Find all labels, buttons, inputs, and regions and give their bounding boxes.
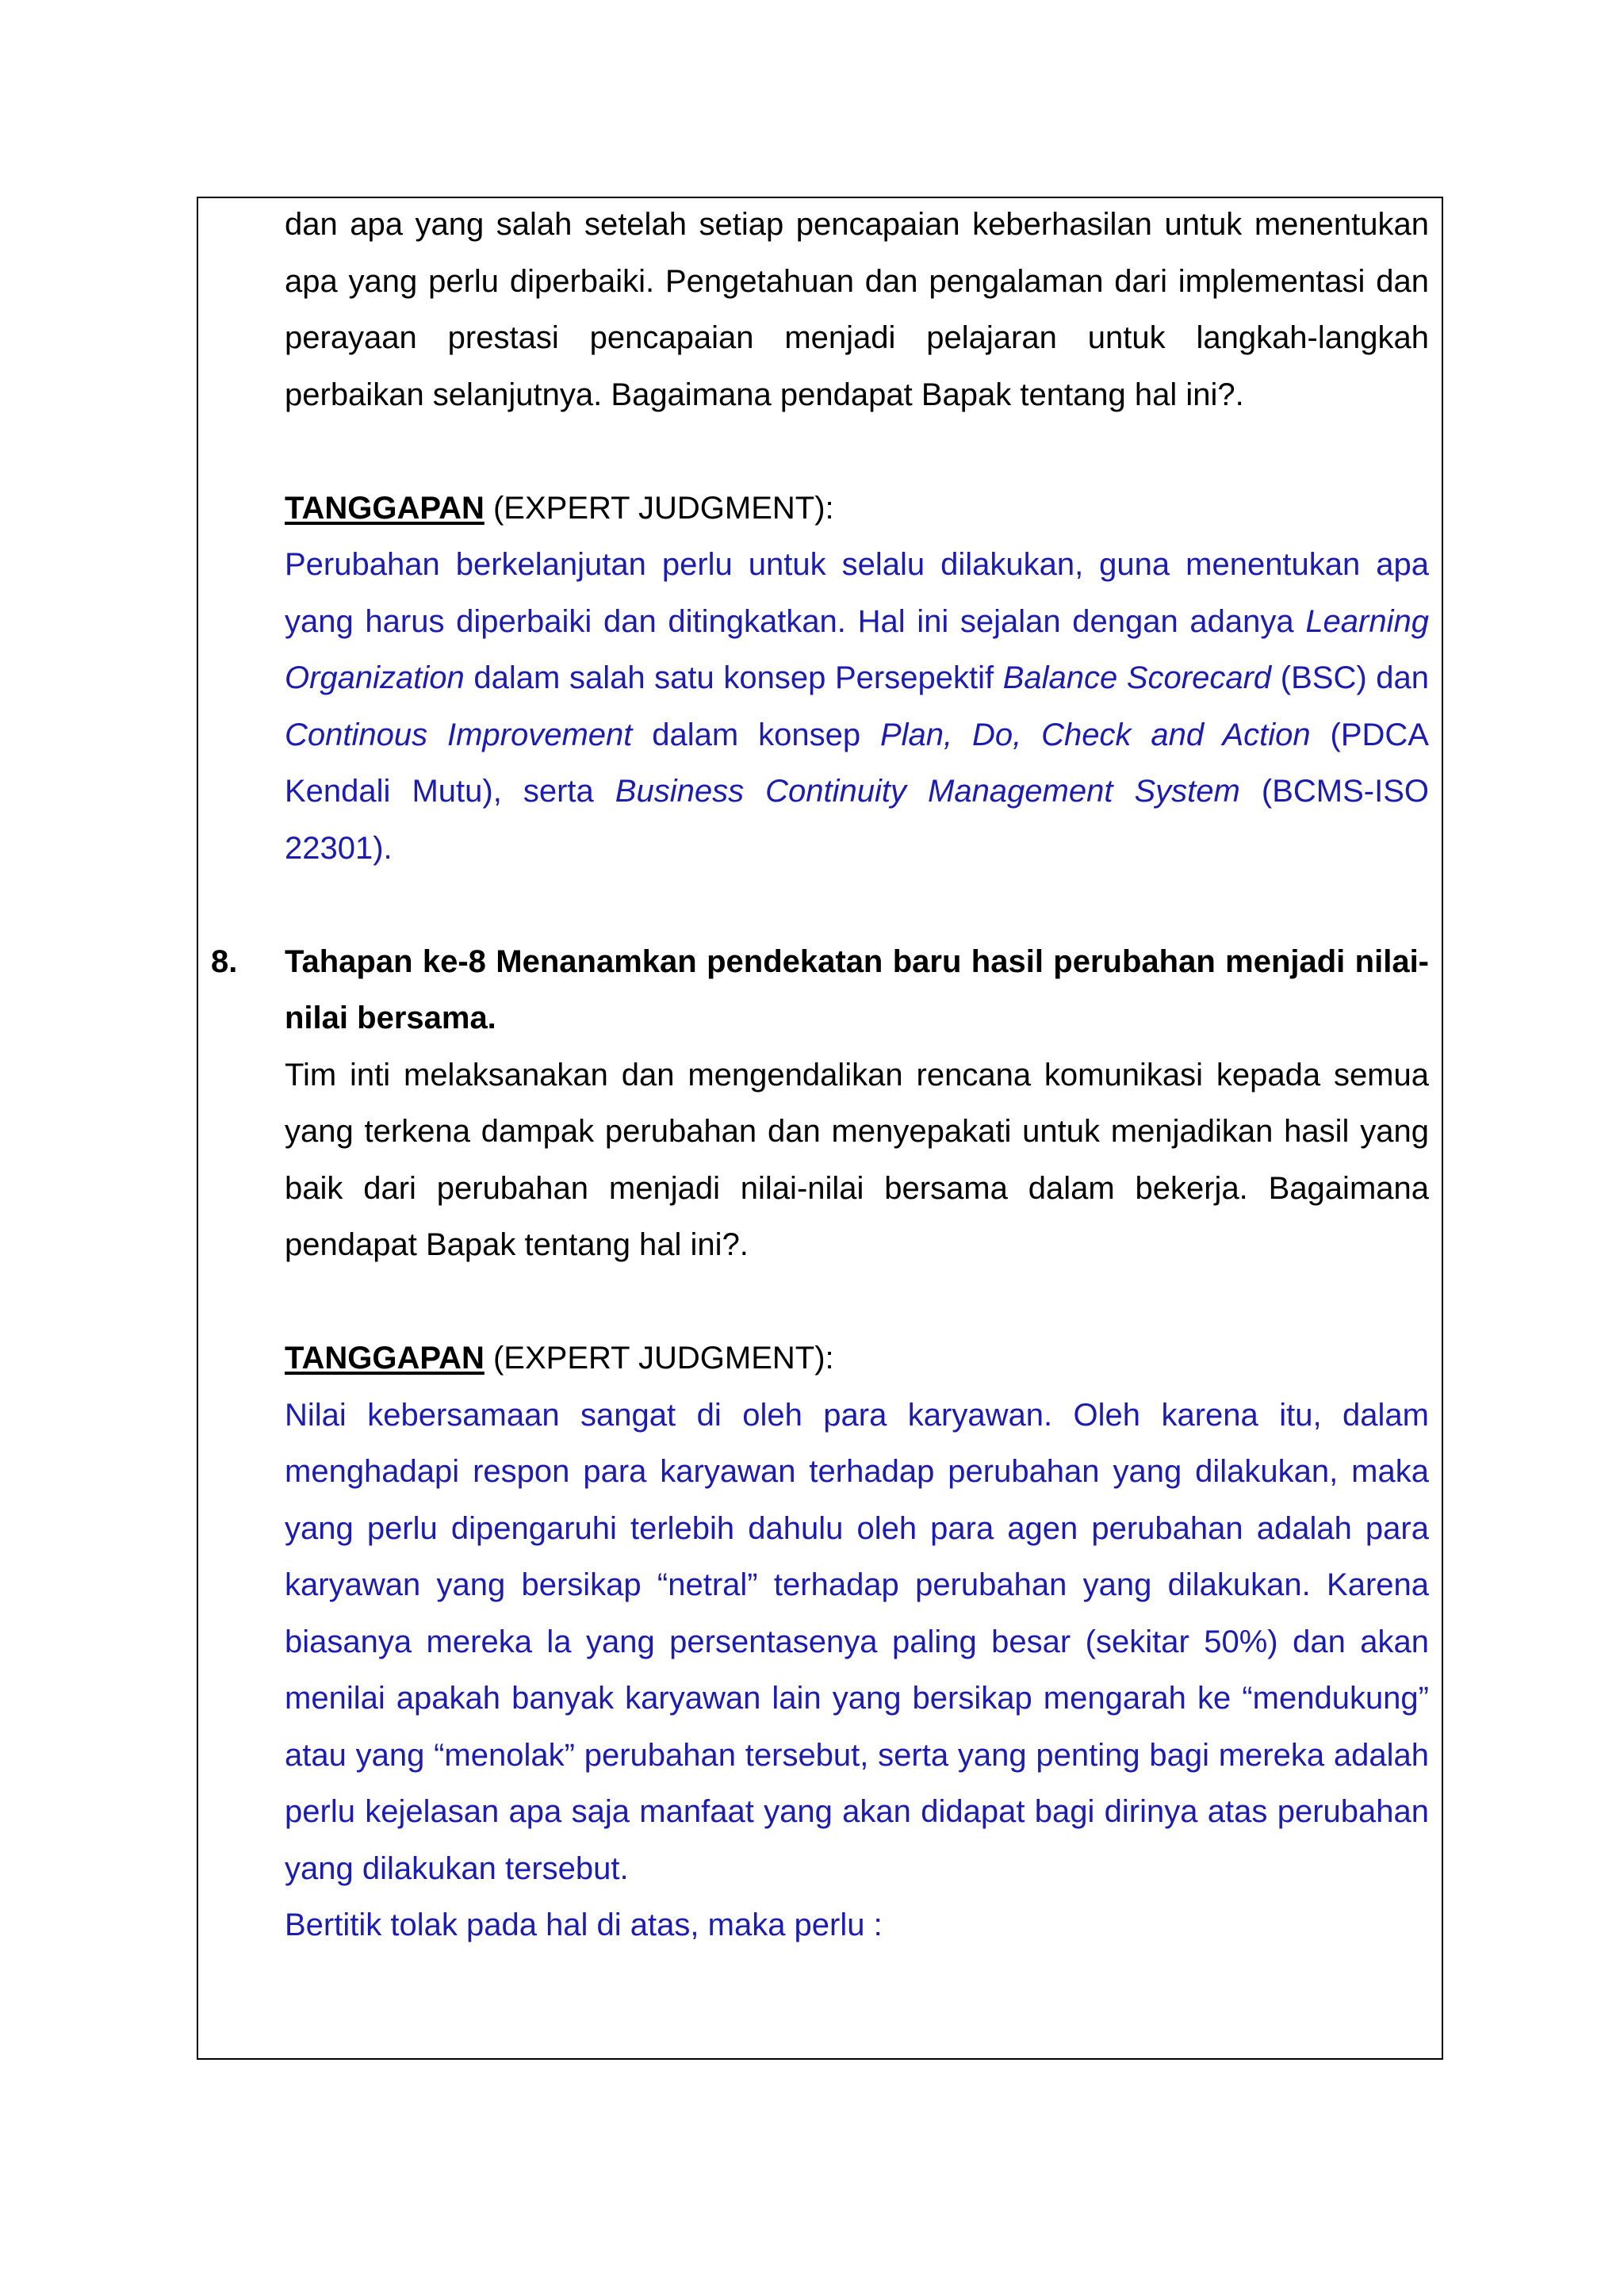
response-8: Nilai kebersamaan sangat di oleh para karyawan. Oleh karena itu, dalam menghadapi respon para karyawan terhadap perubahan yang dilakukan, maka yang perlu dipengaruhi terlebih dahulu oleh para agen perubahan adalah para karyawan yang bersikap “netral” terhadap perubahan yang dilakukan. Karena biasanya mereka la yang persentasenya paling besar (sekitar 50%) dan akan menilai apakah banyak karyawan lain yang bersikap mengarah ke “mendukung” atau yang “menolak” perubahan tersebut, serta yang penting bagi mereka adalah perlu kejelasan apa saja manfaat yang akan didapat bagi dirinya atas perubahan yang dilakukan tersebut. <box>285 1397 1429 1886</box>
question-7-continuation: dan apa yang salah setelah setiap pencapaian keberhasilan untuk menentukan apa yang perlu diperbaiki. Pengetahuan dan pengalaman dari implementasi dan perayaan prestasi pencapaian menjadi pelajaran untuk langkah-langkah perbaikan selanjutnya. Bagaimana pendapat Bapak tentang hal ini?. <box>285 207 1429 412</box>
response-label: TANGGAPAN <box>285 1341 485 1376</box>
document-content <box>211 197 1430 1954</box>
response-heading-8 <box>285 1330 1429 1387</box>
response-7-term: Balance Scorecard <box>1002 660 1272 695</box>
response-7-term: Continous Improvement <box>285 717 633 752</box>
response-7-text: (BCMS-ISO 22301). <box>285 774 1429 866</box>
response-7-text: Perubahan berkelanjutan perlu untuk selalu dilakukan, guna menentukan apa yang harus diperbaiki dan ditingkatkan. Hal ini sejalan dengan adanya <box>285 547 1429 639</box>
response-7-term: Business Continuity Management System <box>615 774 1240 809</box>
response-7-text: dalam konsep <box>632 717 880 752</box>
response-label-suffix: (EXPERT JUDGMENT): <box>484 1341 834 1376</box>
item-number: 8. <box>211 943 238 979</box>
item-8-title: Tahapan ke-8 Menanamkan pendekatan baru hasil perubahan menjadi nilai-nilai bersama. <box>285 943 1429 1035</box>
spacer <box>285 423 1429 480</box>
spacer <box>285 877 1429 934</box>
response-8-followup: Bertitik tolak pada hal di atas, maka perlu : <box>285 1908 883 1942</box>
response-7-text: (BSC) dan <box>1271 660 1430 695</box>
response-7-term: Plan, Do, Check and Action <box>879 717 1311 752</box>
response-7-text: (PDCA Kendali Mutu), serta <box>285 717 1429 809</box>
response-label: TANGGAPAN <box>285 490 485 526</box>
response-heading-7 <box>285 480 1429 538</box>
response-7-term: Learning Organization <box>285 603 1429 695</box>
response-label-suffix: (EXPERT JUDGMENT): <box>484 490 834 526</box>
spacer <box>285 1274 1429 1331</box>
response-7 <box>285 537 1429 877</box>
item-8 <box>211 934 1429 1047</box>
question-8: Tim inti melaksanakan dan mengendalikan rencana komunikasi kepada semua yang terkena dampak perubahan dan menyepakati untuk menjadikan hasil yang baik dari perubahan menjadi nilai-nilai bersama dalam bekerja. Bagaimana pendapat Bapak tentang hal ini?. <box>285 1057 1429 1262</box>
response-7-text: dalam salah satu konsep Persepektif <box>464 660 1003 695</box>
